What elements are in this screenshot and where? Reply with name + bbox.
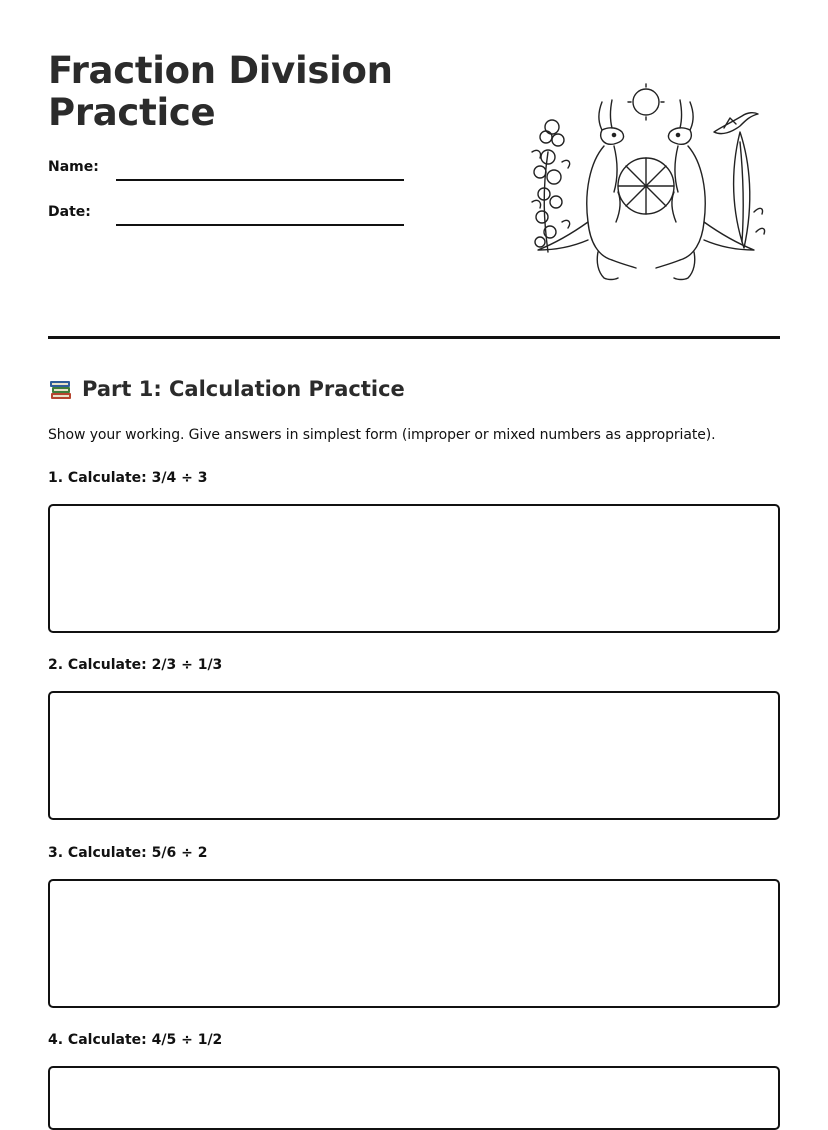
question-label: 2. Calculate: 2/3 ÷ 1/3 (48, 657, 223, 673)
question-2 (48, 655, 780, 675)
date-label: Date: (48, 204, 91, 220)
question-3 (48, 843, 780, 863)
flower-bush-icon (532, 120, 570, 252)
answer-box[interactable] (48, 691, 780, 820)
question-4 (48, 1030, 780, 1050)
name-write-line[interactable] (116, 179, 404, 181)
surfboard-icon (734, 132, 765, 248)
bird-icon (714, 113, 758, 134)
instructions-text: Show your working. Give answers in simplest form (improper or mixed numbers as appropriate). (48, 427, 716, 443)
answer-box[interactable] (48, 504, 780, 633)
left-kangaroo-icon (538, 100, 636, 280)
part1-heading (48, 374, 405, 404)
question-label: 3. Calculate: 5/6 ÷ 2 (48, 845, 208, 861)
question-1 (48, 468, 780, 488)
title-line-1: Fraction Division (48, 49, 393, 92)
fraction-pie-icon (618, 158, 674, 214)
answer-box[interactable] (48, 1066, 780, 1130)
name-label: Name: (48, 159, 99, 175)
section-divider (48, 336, 780, 339)
kangaroos-with-pie-illustration (518, 82, 768, 288)
date-field[interactable] (48, 203, 408, 227)
date-write-line[interactable] (116, 224, 404, 226)
worksheet-title (48, 50, 468, 134)
books-icon (48, 376, 74, 402)
name-field[interactable] (48, 158, 408, 182)
worksheet-page (48, 0, 780, 1118)
part1-heading-text: Part 1: Calculation Practice (82, 377, 405, 401)
question-label: 1. Calculate: 3/4 ÷ 3 (48, 470, 208, 486)
title-line-2: Practice (48, 91, 216, 134)
sun-icon (628, 84, 664, 120)
answer-box[interactable] (48, 879, 780, 1008)
question-label: 4. Calculate: 4/5 ÷ 1/2 (48, 1032, 223, 1048)
